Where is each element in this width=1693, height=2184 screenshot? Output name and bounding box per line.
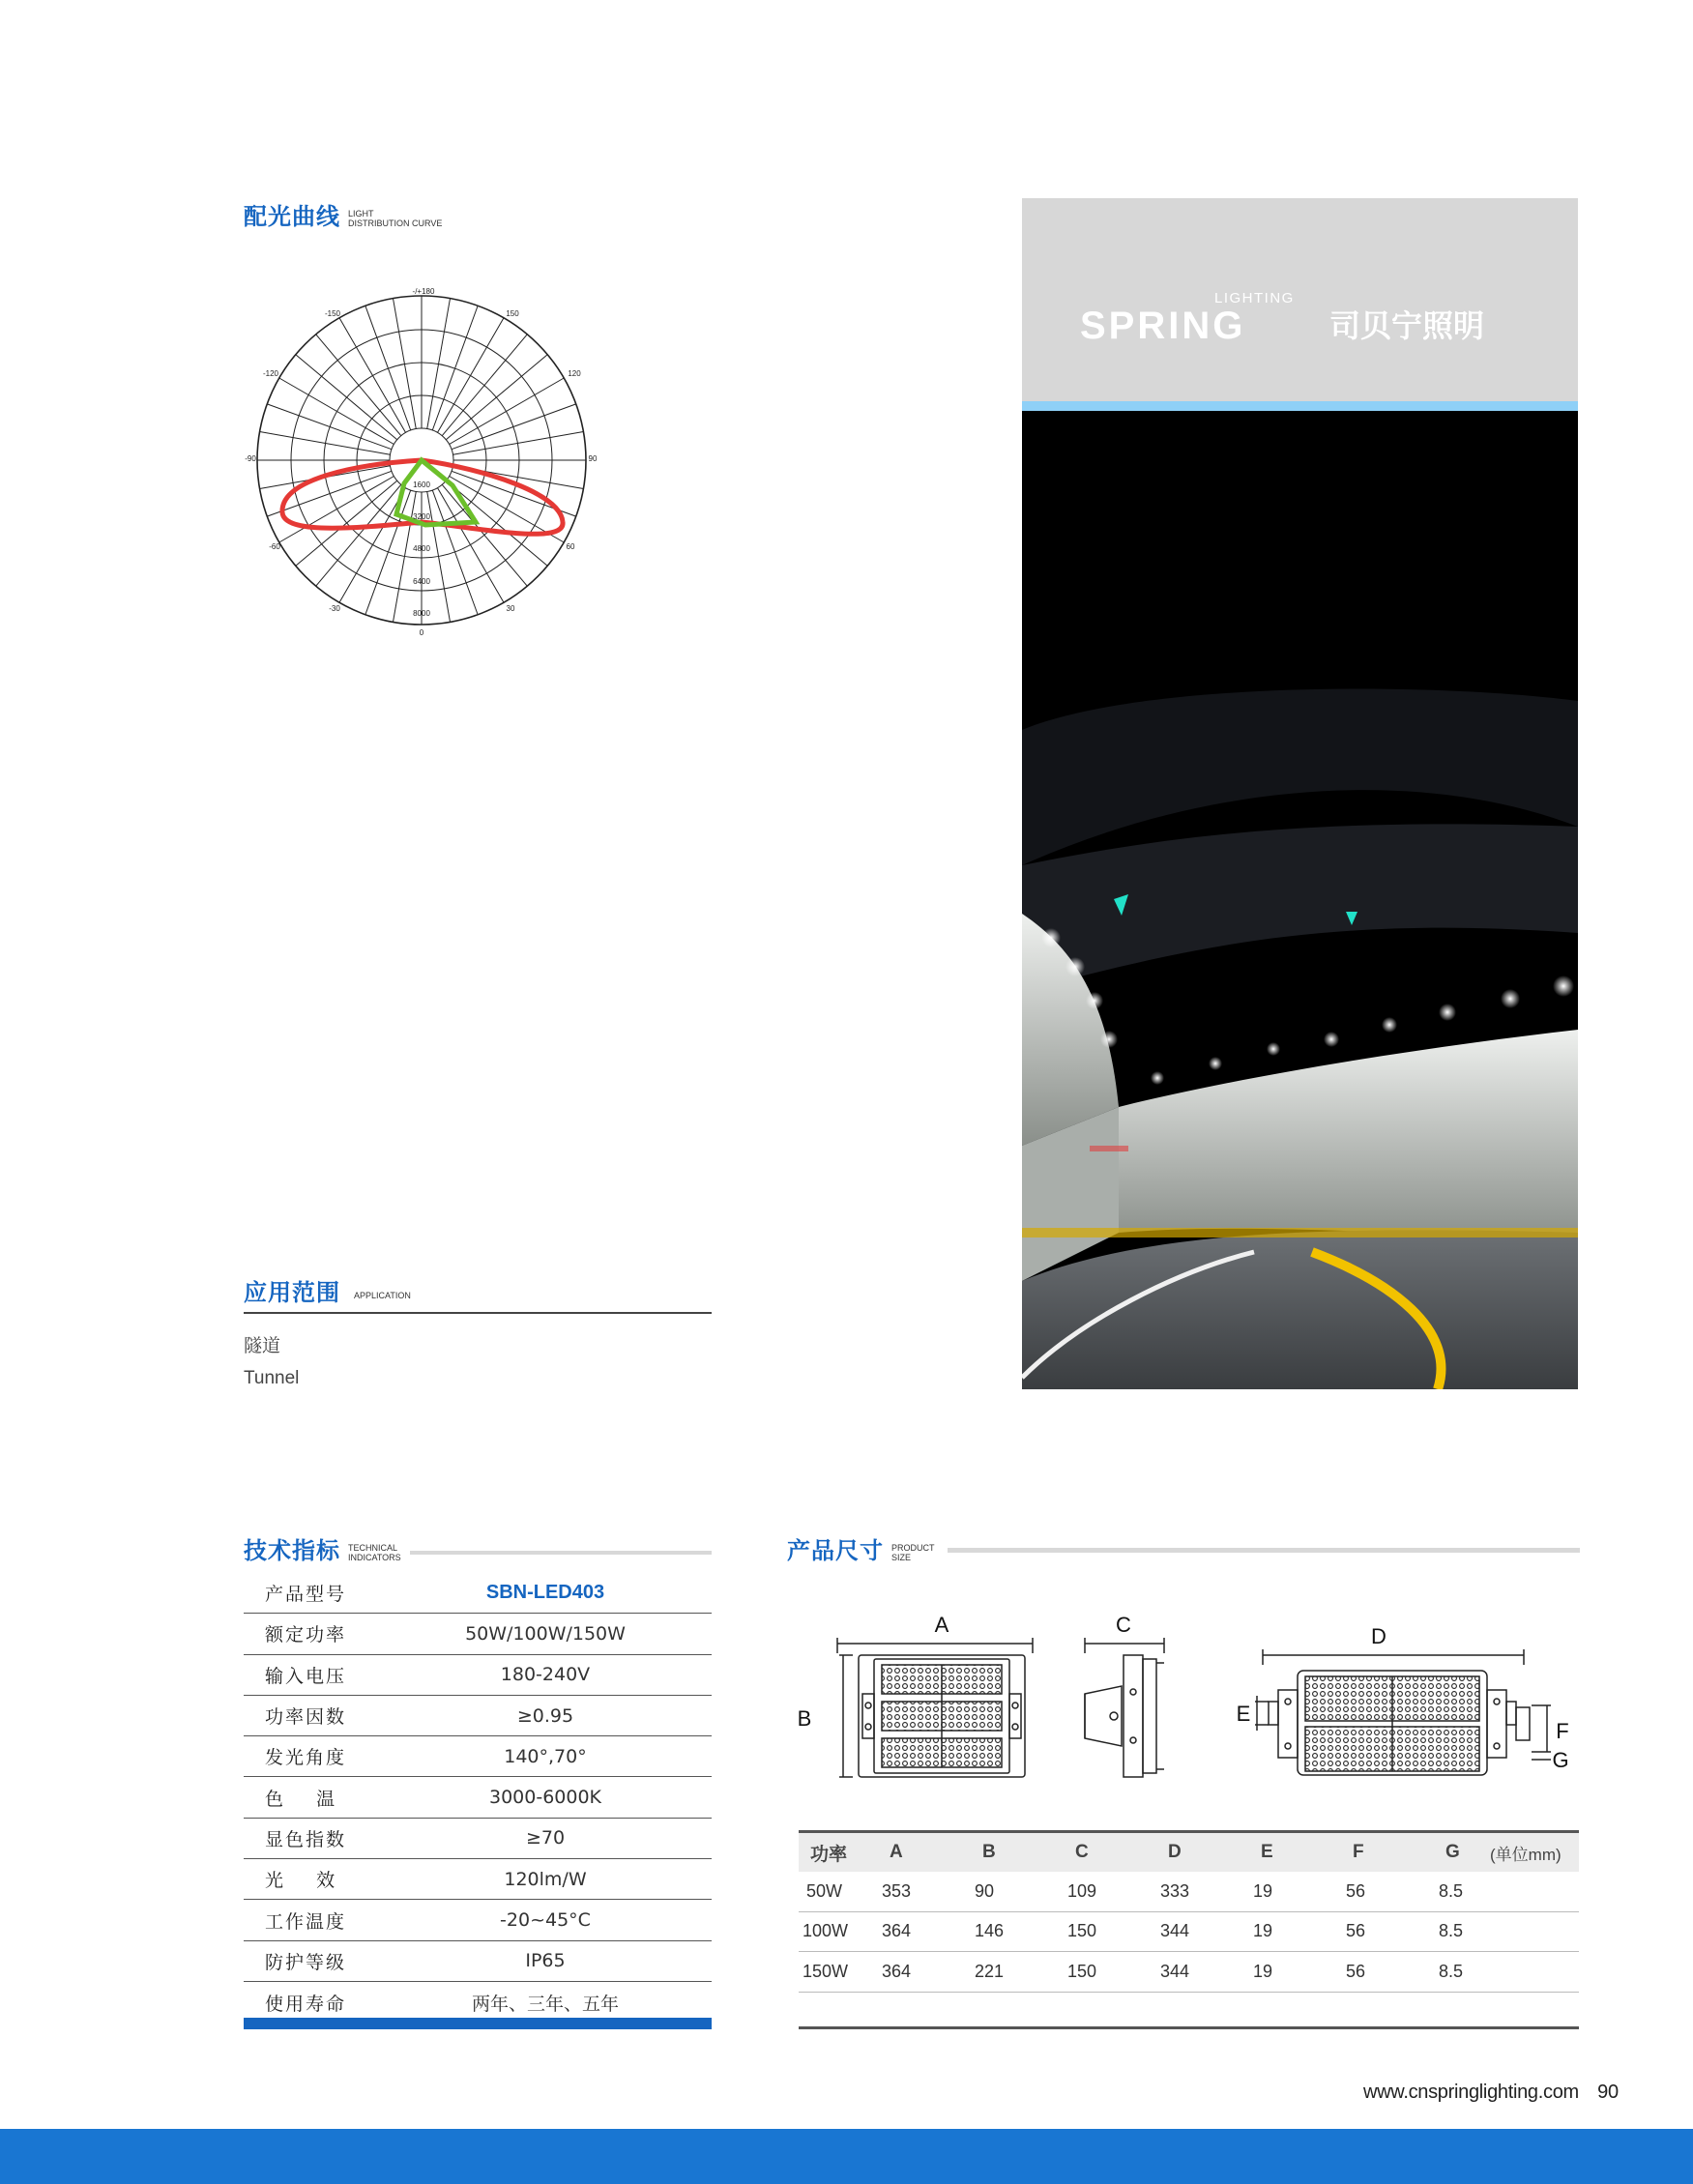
polar-spoke [427, 491, 451, 622]
size-cell: 150W [803, 1961, 849, 1981]
polar-spoke [365, 490, 411, 615]
size-cell: 50W [806, 1880, 843, 1901]
size-subtitle-line1: PRODUCT [891, 1543, 935, 1554]
brand-panel [1022, 198, 1578, 401]
polar-spoke [393, 299, 416, 429]
tech-value: -20~45°C [500, 1909, 591, 1932]
size-header-cell: C [1075, 1842, 1089, 1862]
tech-table-bottom-bar [244, 2018, 712, 2029]
size-header-unit: (单位mm) [1490, 1845, 1562, 1864]
radial-label-8000: 8000 [413, 609, 430, 618]
tech-label: 额定功率 [265, 1624, 347, 1646]
polar-spoke [296, 355, 397, 440]
angle-label-minus-150: -150 [324, 309, 341, 318]
size-cell: 56 [1346, 1961, 1366, 1981]
tech-table [244, 1573, 712, 2023]
tech-row [244, 1859, 712, 1900]
dim-label-a: A [934, 1613, 949, 1637]
size-heading-rule [948, 1548, 1580, 1553]
tunnel-illustration [1022, 411, 1578, 1389]
size-cell: 90 [975, 1880, 995, 1901]
tech-value: 120lm/W [504, 1868, 587, 1890]
application-subtitle: APPLICATION [354, 1290, 411, 1300]
polar-spoke [260, 431, 391, 454]
size-header-cell: G [1445, 1842, 1460, 1862]
tech-label: 功率因数 [265, 1706, 347, 1729]
size-cell: 150 [1067, 1961, 1097, 1981]
size-title: 产品尺寸 [787, 1537, 884, 1564]
tech-label: 防护等级 [265, 1951, 347, 1973]
tech-row [244, 1614, 712, 1654]
polar-spoke [438, 318, 505, 433]
tech-heading-rule [410, 1551, 712, 1555]
size-cell: 56 [1346, 1921, 1366, 1941]
polar-spoke [427, 299, 451, 429]
brand-word: SPRING [1080, 305, 1246, 347]
angle-label-60: 60 [566, 542, 575, 551]
tech-value: ≥70 [525, 1827, 566, 1849]
polar-spoke [438, 488, 505, 603]
tech-value: 两年、三年、五年 [471, 1993, 619, 2015]
tech-row [244, 1696, 712, 1736]
tech-value: 180-240V [500, 1664, 591, 1686]
application-text-cn: 隧道 [244, 1335, 281, 1356]
polar-spoke [279, 378, 394, 445]
angle-label-150: 150 [506, 309, 519, 318]
tech-row [244, 1573, 712, 1614]
tech-row [244, 1819, 712, 1859]
tech-value: 50W/100W/150W [465, 1622, 626, 1645]
angle-label-30: 30 [506, 604, 515, 613]
application-heading [244, 1281, 411, 1304]
size-table-row [799, 1872, 1579, 1912]
tech-heading [244, 1539, 401, 1562]
radial-label-1600: 1600 [413, 480, 430, 489]
angle-label-minus-60: -60 [269, 542, 280, 551]
tech-subtitle-line1: TECHNICAL [348, 1543, 398, 1554]
light-curve-heading [244, 205, 442, 228]
size-cell: 344 [1160, 1921, 1190, 1941]
tech-subtitle [348, 1544, 401, 1562]
radial-label-4800: 4800 [413, 544, 430, 553]
size-cell: 19 [1253, 1961, 1273, 1981]
size-table-bottom-rule [799, 2026, 1579, 2029]
polar-spoke [452, 431, 583, 454]
angle-label-90: 90 [588, 454, 598, 463]
size-header-cell: A [890, 1842, 903, 1862]
size-cell: 353 [882, 1880, 912, 1901]
light-curve-title: 配光曲线 [244, 203, 340, 230]
front-view [837, 1638, 1033, 1777]
dim-label-c: C [1116, 1613, 1131, 1637]
size-subtitle [891, 1544, 935, 1562]
angle-label-120: 120 [568, 369, 581, 378]
size-cell: 19 [1253, 1921, 1273, 1941]
tech-label: 产品型号 [265, 1584, 347, 1606]
size-cell: 333 [1160, 1880, 1190, 1901]
polar-spoke [339, 318, 406, 433]
angle-label-minus-90: -90 [245, 454, 256, 463]
tech-label: 输入电压 [265, 1665, 347, 1687]
page-number: 90 [1597, 2082, 1619, 2103]
polar-spoke [452, 404, 576, 450]
size-subtitle-line2: SIZE [891, 1552, 912, 1562]
brand-cn: 司贝宁照明 [1329, 307, 1485, 344]
tech-row [244, 1941, 712, 1982]
tech-title: 技术指标 [244, 1537, 340, 1564]
application-divider [244, 1312, 712, 1314]
tech-value: 140°,70° [504, 1745, 587, 1767]
top-view [1255, 1649, 1551, 1775]
size-cell: 19 [1253, 1880, 1273, 1901]
footer-bar [0, 2129, 1693, 2184]
size-cell: 56 [1346, 1880, 1366, 1901]
polar-spoke [450, 378, 565, 445]
size-cell: 100W [803, 1921, 849, 1941]
radial-label-3200: 3200 [413, 512, 430, 521]
polar-spoke [432, 306, 478, 430]
size-cell: 8.5 [1439, 1921, 1464, 1941]
size-cell: 364 [882, 1921, 912, 1941]
application-title: 应用范围 [244, 1279, 340, 1306]
tech-subtitle-line2: INDICATORS [348, 1552, 401, 1562]
application-text-en: Tunnel [244, 1368, 300, 1388]
dim-label-g: G [1552, 1748, 1569, 1772]
tech-row [244, 1777, 712, 1818]
tech-value: 3000-6000K [488, 1787, 602, 1809]
size-cell: 146 [975, 1921, 1005, 1941]
size-header-cell: E [1261, 1842, 1273, 1862]
dim-label-f: F [1556, 1719, 1569, 1743]
size-cell: 150 [1067, 1921, 1097, 1941]
tunnel-photo [1022, 411, 1578, 1389]
polar-spoke [446, 355, 547, 440]
angle-label-minus-30: -30 [329, 604, 340, 613]
size-heading [787, 1539, 935, 1562]
polar-spoke [316, 335, 401, 436]
size-cell: 8.5 [1439, 1880, 1464, 1901]
angle-label-0: 0 [419, 628, 424, 637]
dim-label-b: B [797, 1706, 812, 1731]
size-cell: 344 [1160, 1961, 1190, 1981]
dimension-drawings [785, 1605, 1588, 1798]
angle-label-minus-120: -120 [262, 369, 279, 378]
tech-label: 工作温度 [265, 1910, 347, 1933]
size-table [799, 1830, 1579, 1993]
tech-label: 色 温 [265, 1788, 337, 1810]
polar-spoke [442, 335, 527, 436]
tech-row [244, 1900, 712, 1940]
tech-label: 光 效 [265, 1870, 337, 1892]
tech-value: ≥0.95 [516, 1704, 574, 1727]
tech-row [244, 1736, 712, 1777]
dim-label-e: E [1236, 1702, 1251, 1726]
side-view [1085, 1638, 1164, 1777]
size-header-cell: F [1353, 1842, 1364, 1862]
brand-logo [1022, 198, 1578, 401]
size-table-row [799, 1952, 1579, 1993]
light-curve-subtitle-line1: LIGHT [348, 209, 374, 219]
polar-spoke [316, 484, 401, 586]
polar-spoke [267, 471, 392, 516]
size-cell: 109 [1067, 1880, 1097, 1901]
size-table-row [799, 1912, 1579, 1953]
size-header-cell: D [1168, 1842, 1182, 1862]
size-table-header [799, 1830, 1579, 1872]
size-cell: 8.5 [1439, 1961, 1464, 1981]
size-header-cell: 功率 [810, 1844, 848, 1865]
tech-label: 使用寿命 [265, 1993, 347, 2015]
light-curve-subtitle [348, 210, 442, 228]
tech-row [244, 1982, 712, 2023]
polar-spoke [432, 490, 478, 615]
footer-info [1363, 2082, 1619, 2104]
brand-stripe [1022, 401, 1578, 411]
tech-label: 发光角度 [265, 1747, 347, 1769]
brand-sub: LIGHTING [1214, 290, 1295, 306]
dim-label-d: D [1371, 1624, 1387, 1648]
polar-spoke [339, 488, 406, 603]
angle-label-180: -/+180 [412, 287, 435, 296]
polar-spoke [267, 404, 392, 450]
tech-value: SBN-LED403 [485, 1582, 605, 1604]
footer-url: www.cnspringlighting.com [1363, 2082, 1579, 2103]
tech-value: IP65 [525, 1950, 566, 1972]
tech-row [244, 1655, 712, 1696]
tech-label: 显色指数 [265, 1828, 347, 1850]
polar-chart [242, 280, 609, 648]
size-cell: 364 [882, 1961, 912, 1981]
polar-spoke [365, 306, 411, 430]
size-header-cell: B [982, 1842, 996, 1862]
size-cell: 221 [975, 1961, 1005, 1981]
light-curve-subtitle-line2: DISTRIBUTION CURVE [348, 218, 443, 228]
radial-label-6400: 6400 [413, 577, 430, 586]
